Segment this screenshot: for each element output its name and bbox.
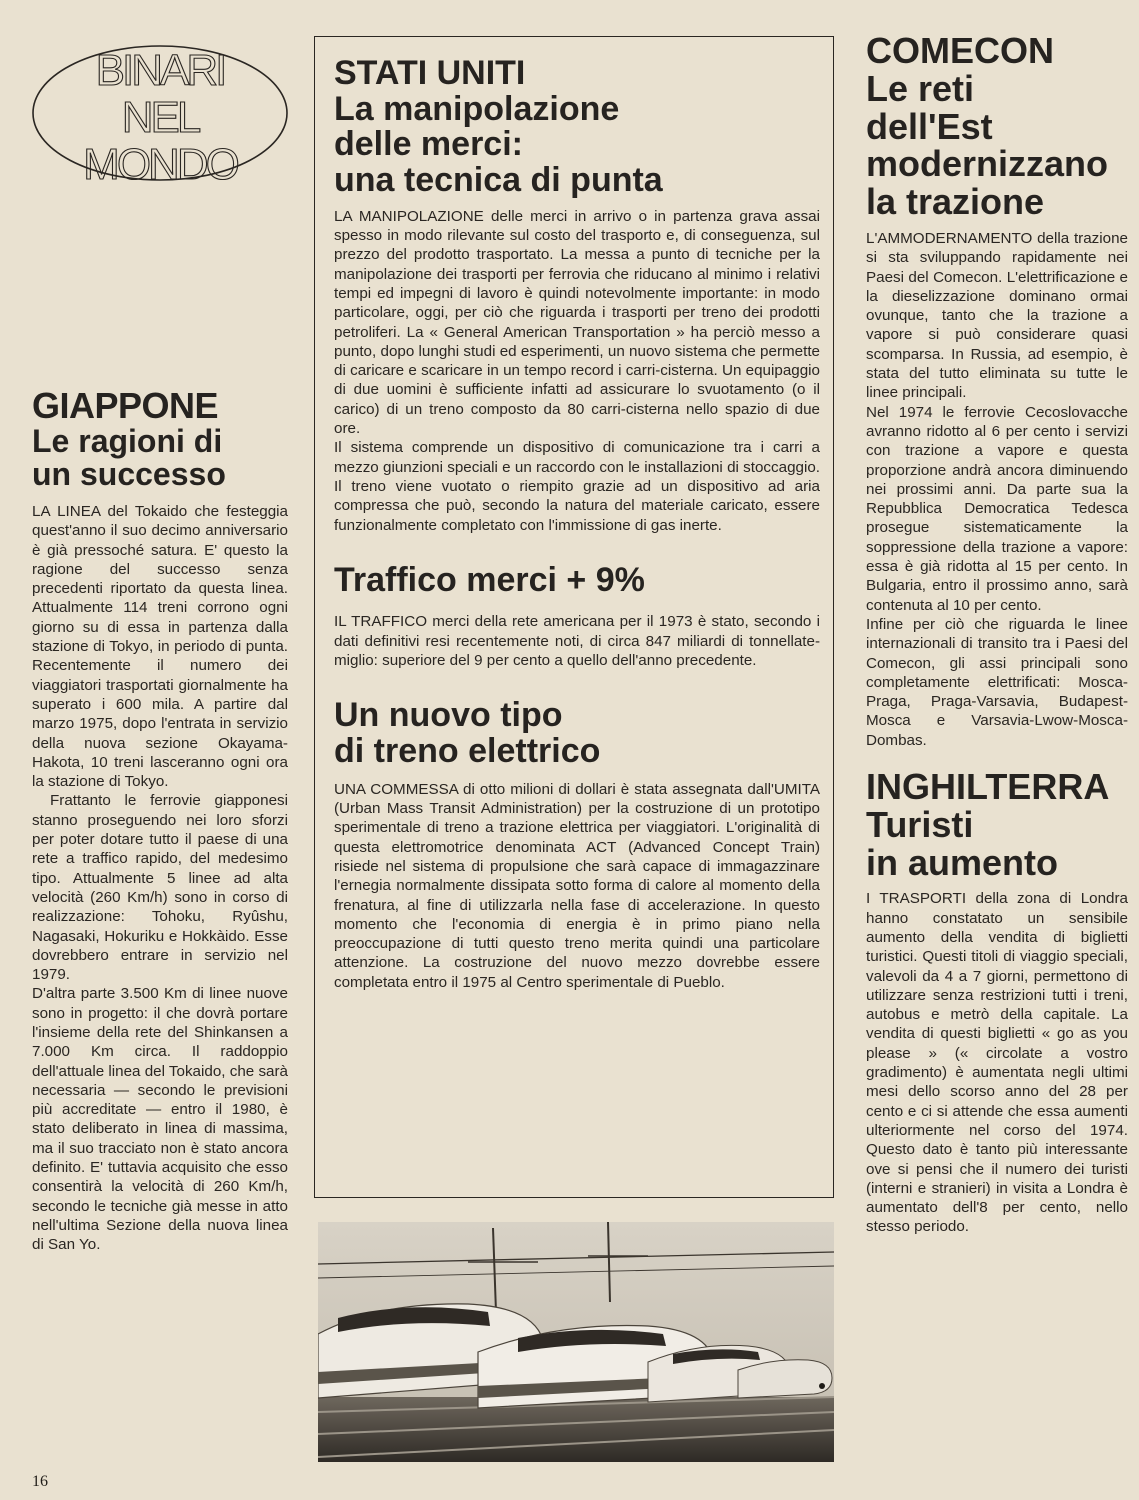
giappone-paragraph-1: LA LINEA del Tokaido che festeggia quest'anno il suo decimo anniversario è già pressoché satura. E' questo la ragione del successo senza precedenti riportato da questa linea. Attualmente 114 treni corrono ogni giorno su di essa in partenza dalla stazione di Tokyo, in periodo di punta. Recentemente il numero dei viaggiatori trasportati giornalmente ha superato i 600 mila. A partire dal marzo 1975, dopo l'entrata in servizio della nuova sezione Okayama-Hakota, 10 treni lasceranno ogni ora la stazione di Tokyo. [32,502,288,791]
giappone-title-line-1: Le ragioni di [32,422,223,459]
comecon-paragraph-1: L'AMMODERNAMENTO della trazione si sta sviluppando rapidamente nei Paesi del Comecon. L'elettrificazione e la dieselizzazione dominano ormai ovunque, tanto che la trazione a vapore si può considerare quasi scomparsa. In Russia, ad esempio, è stata del tutto eliminata su tutte le linee principali. [866,229,1128,402]
comecon-paragraph-3: Infine per ciò che riguarda le linee internazionali di transito tra i Paesi del Comecon, gli assi principali sono completamente elettrificati: Mosca-Praga, Praga-Varsavia, Budapest-Mosca e Varsavia-Lwow-Mosca-Dombas. [866,615,1128,749]
traffico-title: Traffico merci + 9% [334,560,645,599]
treno-title-line-1: Un nuovo tipo [334,696,563,735]
page-number: 16 [32,1473,48,1490]
center-column [334,56,820,992]
treno-title-line-2: di treno elettrico [334,732,601,771]
comecon-article [866,229,1128,750]
giappone-heading [32,387,288,492]
inghilterra-heading [866,768,1128,881]
stati-uniti-title-line-1: La manipolazione [334,89,620,128]
logo-line-2: NEL [121,93,199,142]
logo-line-3: MONDO [83,140,237,189]
train-photo [318,1222,834,1462]
comecon-title-line-1: Le reti [866,67,975,109]
logo-ellipse-icon [32,40,288,190]
stati-uniti-article [334,207,820,535]
bullet-train-image-icon [318,1222,834,1462]
comecon-heading [866,32,1128,221]
inghilterra-paragraph-1: I TRASPORTI della zona di Londra hanno constatato un sensibile aumento della vendita di biglietti turistici. Questi titoli di viaggio speciali, valevoli da 4 a 7 giorni, permettono di utilizzare senza restrizioni tutti i treni, autobus e metrò della capitale. La vendita di questi biglietti « go as you please » (« circolate a vostro gradimento) è aumentata negli ultimi mesi dello scorso anno del 28 per cento e ci si attende che essa aumenti ulteriormente nel corso del 1974. Questo dato è tanto più interessante ove si pensi che il numero dei turisti (interni e stranieri) in visita a Londra è aumentato dell'8 per cento, nello stesso periodo. [866,890,1128,1236]
stati-uniti-paragraph-2: Il sistema comprende un dispositivo di comunicazione tra i carri a mezzo giunzioni speciali e un raccordo con le installazioni di stoccaggio. Il treno viene vuotato o riempito grazie ad un dispositivo ad aria compressa che può, secondo la natura del materiale caricato, essere funzionalmente completato con l'immissione di gas inerte. [334,439,820,534]
stati-uniti-paragraph-1: LA MANIPOLAZIONE delle merci in arrivo o in partenza grava assai spesso in modo rilevante sul costo del trasporto e, di conseguenza, sul prezzo del prodotto trasportato. La messa a punto di tecniche per la manipolazione dei trasporti per ferrovia che riducano al minimo i relativi tempi ed impegni di lavoro è quindi notevolmente importante: in modo particolare, oggi, per ciò che riguarda i trasporti per treno dei prodotti petroliferi. La « General American Transportation » ha perciò messo a punto, dopo lunghi studi ed esperimenti, un nuovo sistema che permette di caricare e scaricare in un tempo record i carri-cisterna. Un equipaggio di due uomini è sufficiente infatti ad assicurare lo svuotamento (o il carico) di un treno composto da 80 carri-cisterna nello spazio di due ore. [334,207,820,438]
treno-paragraph-1: UNA COMMESSA di otto milioni di dollari è stata assegnata dall'UMITA (Urban Mass Transit Administration) per la costruzione di un prototipo sperimentale di treno a trazione elettrica per viaggiatori. L'originalità di questa elettromotrice denominata ACT (Advanced Concept Train) risiede nel sistema di propulsione che sarà capace di immagazzinare l'ernegia normalmente dissipata sotto forma di calore al momento della frenatura, al fine di utilizzarla nella fase di accelerazione. In questo momento che l'economia di energia è in primo piano nella preoccupazione di tutti questo treno merita quindi una particolare attenzione. La costruzione del nuovo mezzo dovrebbe essere completata entro il 1975 al Centro sperimentale di Pueblo. [334,780,820,991]
inghilterra-title-line-2: in aumento [866,841,1059,883]
giappone-paragraph-3: D'altra parte 3.500 Km di linee nuove sono in progetto: il che dovrà portare l'insieme della rete del Shinkansen a 7.000 Km circa. Il raddoppio dell'attuale linea del Tokaido, che sarà necessaria — secondo le previsioni più accreditate — entro il 1980, è stato deliberato in linea di massima, ma il suo tracciato non è stato ancora definito. E' tuttavia acquisito che esso consentirà la velocità di 260 Km/h, secondo le tecniche già messe in atto nell'ultima Sezione della nuova linea di San Yo. [32,985,288,1254]
traffico-paragraph-1: IL TRAFFICO merci della rete americana per il 1973 è stato, secondo i dati definitivi resi recentemente noti, di circa 847 miliardi di tonnellate-miglio: superiore del 9 per cento a quello dell'anno precedente. [334,613,820,670]
traffico-article [334,612,820,670]
stati-uniti-title-line-2: delle merci: [334,125,523,164]
treno-heading [334,698,820,769]
giappone-article [32,502,288,1255]
treno-article [334,780,820,992]
section-logo [32,40,288,190]
comecon-title-line-4: la trazione [866,181,1045,223]
comecon-title-line-2: dell'Est [866,105,993,147]
stati-uniti-kicker: STATI UNITI [334,54,526,92]
comecon-title-line-3: modernizzano [866,143,1109,185]
inghilterra-title-line-1: Turisti [866,803,974,845]
comecon-kicker: COMECON [866,30,1054,71]
right-column [866,32,1128,1237]
inghilterra-article [866,889,1128,1236]
giappone-title-line-2: un successo [32,456,226,493]
comecon-paragraph-2: Nel 1974 le ferrovie Cecoslovacche avranno ridotto al 6 per cento i servizi con trazione a vapore e questa proporzione andrà ancora diminuendo nei prossimi anni. Da parte sua la Repubblica Democratica Tedesca prosegue sistematicamente la soppressione della trazione a vapore: essa è già ridotta al 15 per cento. In Bulgaria, entro il prossimo anno, sarà contenuta al 10 per cento. [866,403,1128,614]
giappone-paragraph-2: Frattanto le ferrovie giapponesi stanno proseguendo nei loro sforzi per poter dotare tutto il paese di una rete a traffico rapido, del medesimo tipo. Attualmente 5 linee ad alta velocità (260 Km/h) sono in corso di realizzazione: Tohoku, Ryûshu, Nagasaki, Hokuriku e Hokkàido. Esse dovrebbero entrare in servizio nel 1979. [32,792,288,984]
logo-line-1: BINARI [95,46,225,95]
stati-uniti-heading [334,56,820,199]
inghilterra-kicker: INGHILTERRA [866,766,1110,807]
left-column [32,40,288,1255]
giappone-kicker: GIAPPONE [32,385,219,426]
stati-uniti-title-line-3: una tecnica di punta [334,161,663,200]
